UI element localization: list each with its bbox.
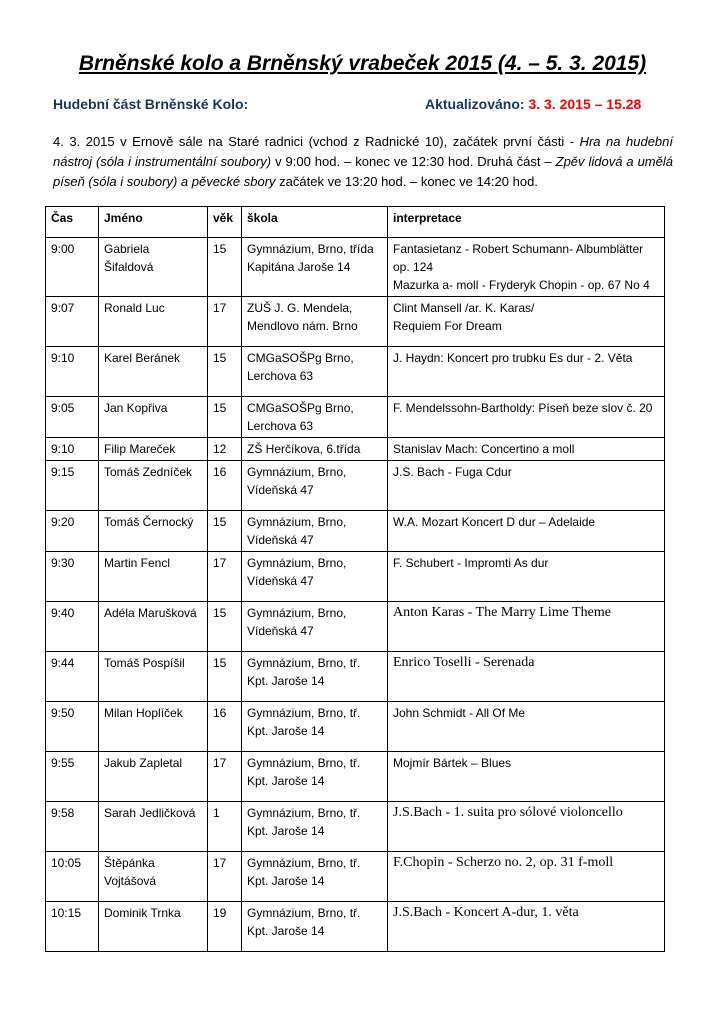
cell-time: 9:50 — [46, 702, 99, 752]
cell-interpretation: J.S.Bach - 1. suita pro sólové violoncello — [388, 802, 665, 852]
cell-name: Martin Fencl — [99, 552, 208, 602]
cell-interpretation: Anton Karas - The Marry Lime Theme — [388, 602, 665, 652]
cell-interpretation: Mojmír Bártek – Blues — [388, 752, 665, 802]
table-row — [46, 238, 665, 297]
header-school: škola — [242, 207, 388, 238]
cell-school: Gymnázium, Brno, Vídeňská 47 — [242, 552, 388, 602]
cell-time: 9:30 — [46, 552, 99, 602]
cell-name: Ronald Luc — [99, 297, 208, 347]
cell-interpretation: J. Haydn: Koncert pro trubku Es dur - 2. Věta — [388, 347, 665, 397]
cell-interpretation: Fantasietanz - Robert Schumann- Albumblätter op. 124 Mazurka a- moll - Fryderyk Chopin - op. 67 No 4 — [388, 238, 665, 297]
cell-time: 10:05 — [46, 852, 99, 902]
cell-age: 17 — [208, 752, 242, 802]
cell-name: Sarah Jedličková — [99, 802, 208, 852]
cell-name: Adéla Marušková — [99, 602, 208, 652]
cell-age: 16 — [208, 461, 242, 511]
cell-time: 9:20 — [46, 511, 99, 552]
cell-name: Tomáš Černocký — [99, 511, 208, 552]
updated-label: Aktualizováno: — [425, 96, 525, 112]
table-row — [46, 552, 665, 602]
cell-interpretation: John Schmidt - All Of Me — [388, 702, 665, 752]
intro-text-2: v 9:00 hod. – konec ve 12:30 hod. Druhá část – — [271, 154, 556, 169]
cell-name: Jan Kopřiva — [99, 397, 208, 438]
cell-name: Tomáš Zedníček — [99, 461, 208, 511]
cell-school: Gymnázium, Brno, tř. Kpt. Jaroše 14 — [242, 802, 388, 852]
cell-name: Milan Hoplíček — [99, 702, 208, 752]
cell-school: Gymnázium, Brno, tř. Kpt. Jaroše 14 — [242, 652, 388, 702]
table-row — [46, 652, 665, 702]
table-row — [46, 602, 665, 652]
cell-school: Gymnázium, Brno, Vídeňská 47 — [242, 602, 388, 652]
program-table — [45, 206, 665, 952]
table-row — [46, 511, 665, 552]
cell-school: Gymnázium, Brno, tř. Kpt. Jaroše 14 — [242, 752, 388, 802]
cell-interpretation: Clint Mansell /ar. K. Karas/ Requiem For Dream — [388, 297, 665, 347]
cell-interpretation: F. Mendelssohn-Bartholdy: Píseň beze slov č. 20 — [388, 397, 665, 438]
cell-time: 9:55 — [46, 752, 99, 802]
header-name: Jméno — [99, 207, 208, 238]
cell-interpretation: F.Chopin - Scherzo no. 2, op. 31 f-moll — [388, 852, 665, 902]
table-row — [46, 297, 665, 347]
cell-time: 9:00 — [46, 238, 99, 297]
header-interpretation: interpretace — [388, 207, 665, 238]
intro-text-1: 4. 3. 2015 v Ernově sále na Staré radnici (vchod z Radnické 10), začátek první části - — [53, 134, 580, 149]
cell-time: 9:40 — [46, 602, 99, 652]
cell-interpretation: Stanislav Mach: Concertino a moll — [388, 438, 665, 461]
cell-school: Gymnázium, Brno, tř. Kpt. Jaroše 14 — [242, 702, 388, 752]
table-row — [46, 702, 665, 752]
header-age: věk — [208, 207, 242, 238]
updated-value: 3. 3. 2015 – 15.28 — [528, 96, 642, 112]
page-title: Brněnské kolo a Brněnský vrabeček 2015 (4. – 5. 3. 2015) — [78, 52, 647, 75]
cell-name: Dominik Trnka — [99, 902, 208, 952]
cell-name: Karel Beránek — [99, 347, 208, 397]
cell-age: 15 — [208, 347, 242, 397]
table-row — [46, 752, 665, 802]
cell-interpretation: Enrico Toselli - Serenada — [388, 652, 665, 702]
section-heading: Hudební část Brněnské Kolo: — [53, 96, 249, 112]
table-row — [46, 802, 665, 852]
cell-school: Gymnázium, Brno, Vídeňská 47 — [242, 461, 388, 511]
updated-line — [425, 96, 641, 112]
cell-school: ZUŠ J. G. Mendela, Mendlovo nám. Brno — [242, 297, 388, 347]
cell-interpretation: J.S.Bach - Koncert A-dur, 1. věta — [388, 902, 665, 952]
intro-italic-1: Hra na hudební nástroj (sóla i instrumentální soubory) — [53, 134, 674, 169]
header-time: Čas — [46, 207, 99, 238]
intro-italic-2: Zpěv lidová a umělá píseň (sóla i soubory) a pěvecké sbory — [53, 154, 673, 189]
cell-age: 12 — [208, 438, 242, 461]
cell-school: Gymnázium, Brno, Vídeňská 47 — [242, 511, 388, 552]
table-header-row — [46, 207, 665, 238]
cell-interpretation: J.S. Bach - Fuga Cdur — [388, 461, 665, 511]
cell-age: 16 — [208, 702, 242, 752]
cell-age: 15 — [208, 238, 242, 297]
cell-interpretation: W.A. Mozart Koncert D dur – Adelaide — [388, 511, 665, 552]
cell-school: CMGaSOŠPg Brno, Lerchova 63 — [242, 397, 388, 438]
cell-age: 15 — [208, 397, 242, 438]
intro-text-3: začátek ve 13:20 hod. – konec ve 14:20 hod. — [275, 174, 538, 189]
cell-time: 9:10 — [46, 347, 99, 397]
cell-time: 9:58 — [46, 802, 99, 852]
cell-age: 1 — [208, 802, 242, 852]
table-row — [46, 397, 665, 438]
cell-school: CMGaSOŠPg Brno, Lerchova 63 — [242, 347, 388, 397]
cell-time: 9:05 — [46, 397, 99, 438]
cell-time: 9:44 — [46, 652, 99, 702]
cell-age: 19 — [208, 902, 242, 952]
cell-time: 9:07 — [46, 297, 99, 347]
table-row — [46, 347, 665, 397]
cell-age: 17 — [208, 852, 242, 902]
cell-school: ZŠ Herčíkova, 6.třída — [242, 438, 388, 461]
cell-age: 15 — [208, 652, 242, 702]
table-row — [46, 902, 665, 952]
cell-time: 10:15 — [46, 902, 99, 952]
table-row — [46, 852, 665, 902]
table-row — [46, 461, 665, 511]
cell-age: 15 — [208, 511, 242, 552]
cell-name: Tomáš Pospíšil — [99, 652, 208, 702]
cell-name: Filip Mareček — [99, 438, 208, 461]
cell-interpretation: F. Schubert - Impromti As dur — [388, 552, 665, 602]
cell-school: Gymnázium, Brno, třída Kapitána Jaroše 14 — [242, 238, 388, 297]
cell-time: 9:10 — [46, 438, 99, 461]
cell-name: Gabriela Šifaldová — [99, 238, 208, 297]
cell-name: Štěpánka Vojtášová — [99, 852, 208, 902]
cell-age: 17 — [208, 552, 242, 602]
cell-school: Gymnázium, Brno, tř. Kpt. Jaroše 14 — [242, 852, 388, 902]
cell-name: Jakub Zapletal — [99, 752, 208, 802]
table-row — [46, 438, 665, 461]
cell-age: 15 — [208, 602, 242, 652]
cell-time: 9:15 — [46, 461, 99, 511]
intro-paragraph — [53, 132, 673, 192]
cell-school: Gymnázium, Brno, tř. Kpt. Jaroše 14 — [242, 902, 388, 952]
cell-age: 17 — [208, 297, 242, 347]
